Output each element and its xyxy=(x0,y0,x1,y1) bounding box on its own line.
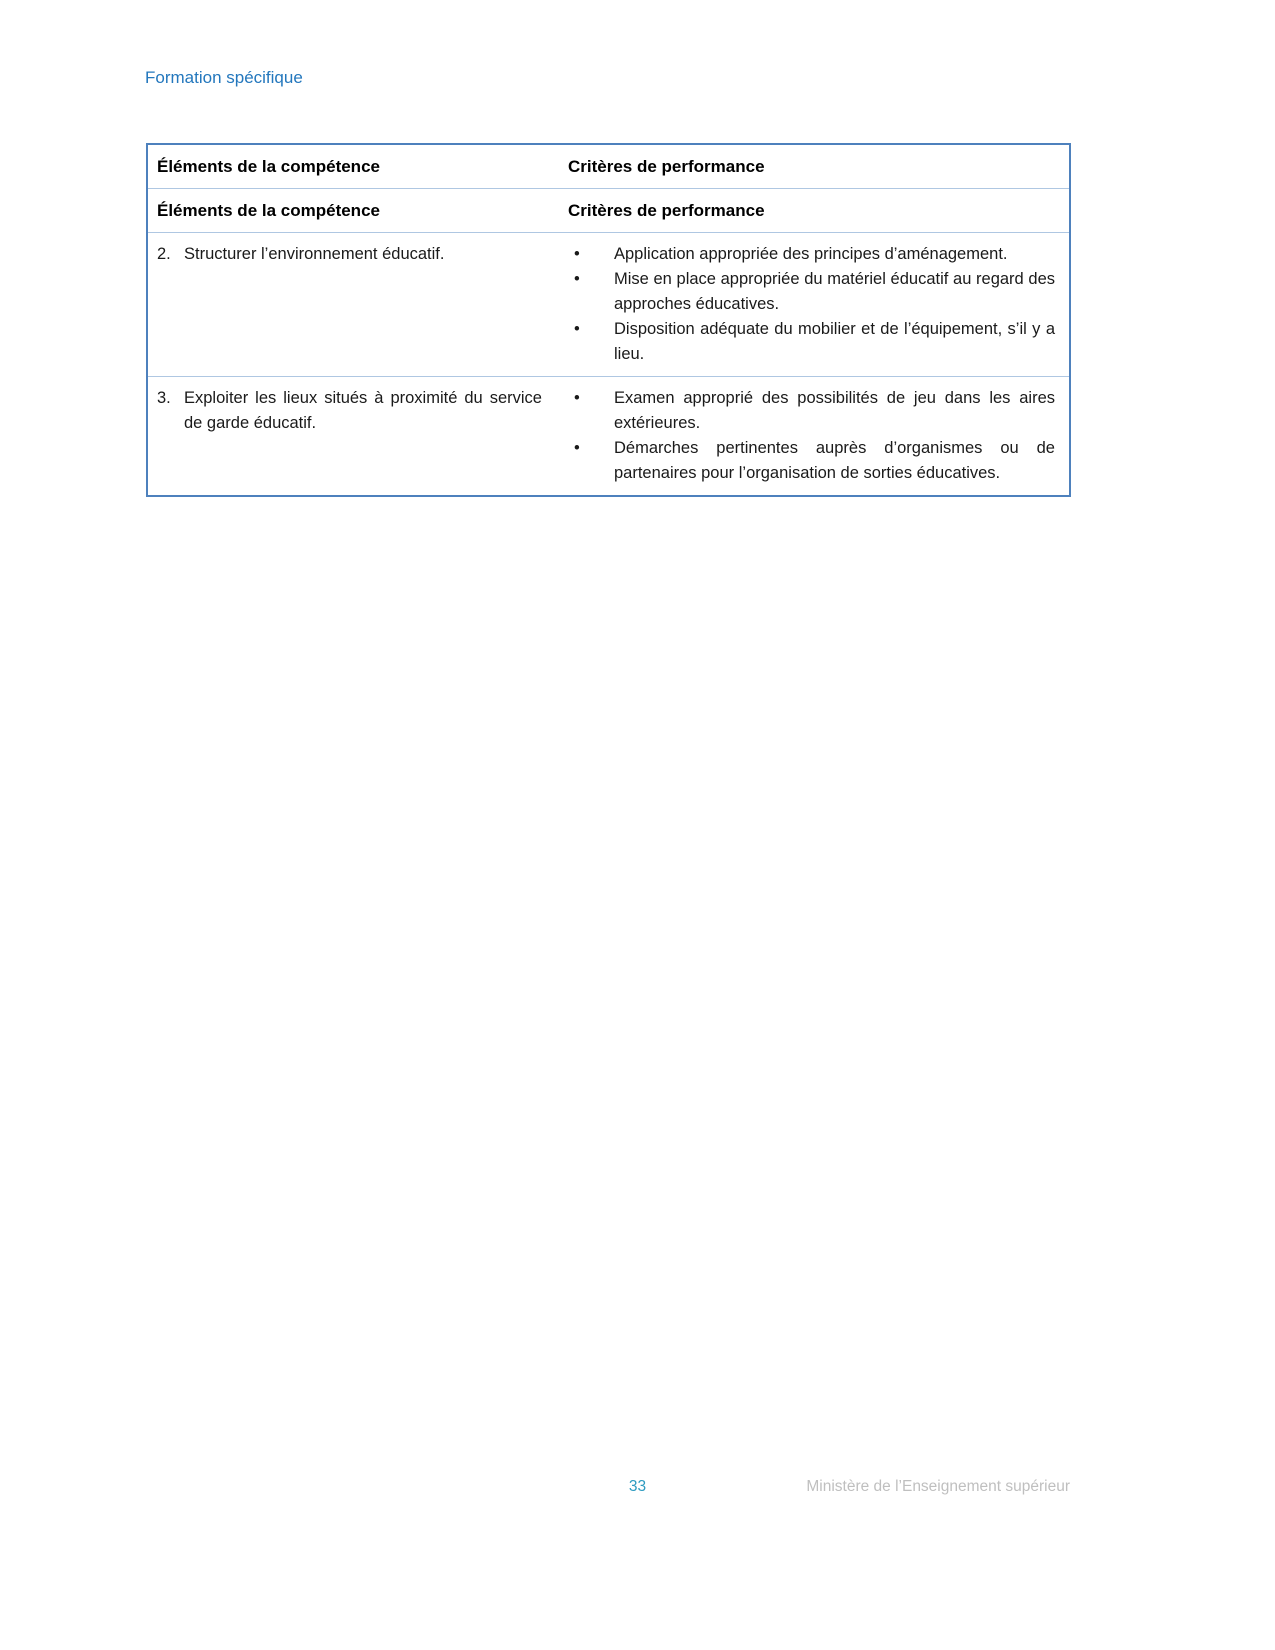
element-cell xyxy=(148,377,558,495)
column-header-elements-1: Éléments de la compétence xyxy=(157,157,380,176)
table-header-row-1 xyxy=(148,145,1069,189)
criteria-item: • Démarches pertinentes auprès d’organismes ou de partenaires pour l’organisation de sorties éducatives. xyxy=(558,436,1055,486)
criteria-item: • Mise en place appropriée du matériel éducatif au regard des approches éducatives. xyxy=(558,267,1055,317)
column-header-elements-2: Éléments de la compétence xyxy=(157,201,380,220)
element-text: Exploiter les lieux situés à proximité du service de garde éducatif. xyxy=(184,389,542,432)
page-footer xyxy=(0,1478,1275,1502)
column-header-criteria-1: Critères de performance xyxy=(568,157,765,176)
table-header-row-2 xyxy=(148,189,1069,233)
criteria-list xyxy=(558,386,1055,486)
ministry-label: Ministère de l’Enseignement supérieur xyxy=(806,1478,1070,1495)
table-row-element-3 xyxy=(148,377,1069,495)
running-head: Formation spécifique xyxy=(145,68,303,87)
element-number: 2. xyxy=(157,245,171,263)
criteria-item: • Application appropriée des principes d’aménagement. xyxy=(558,242,1055,267)
criteria-item: • Disposition adéquate du mobilier et de l’équipement, s’il y a lieu. xyxy=(558,317,1055,367)
page-number: 33 xyxy=(628,1478,647,1495)
element-cell xyxy=(148,233,558,376)
criteria-cell xyxy=(558,377,1069,495)
column-header-criteria-2: Critères de performance xyxy=(568,201,765,220)
element-text: Structurer l’environnement éducatif. xyxy=(184,245,445,263)
competence-table xyxy=(146,143,1071,497)
table-row-element-2 xyxy=(148,233,1069,377)
criteria-item: • Examen approprié des possibilités de jeu dans les aires extérieures. xyxy=(558,386,1055,436)
criteria-list xyxy=(558,242,1055,367)
element-number: 3. xyxy=(157,389,171,407)
criteria-cell xyxy=(558,233,1069,376)
